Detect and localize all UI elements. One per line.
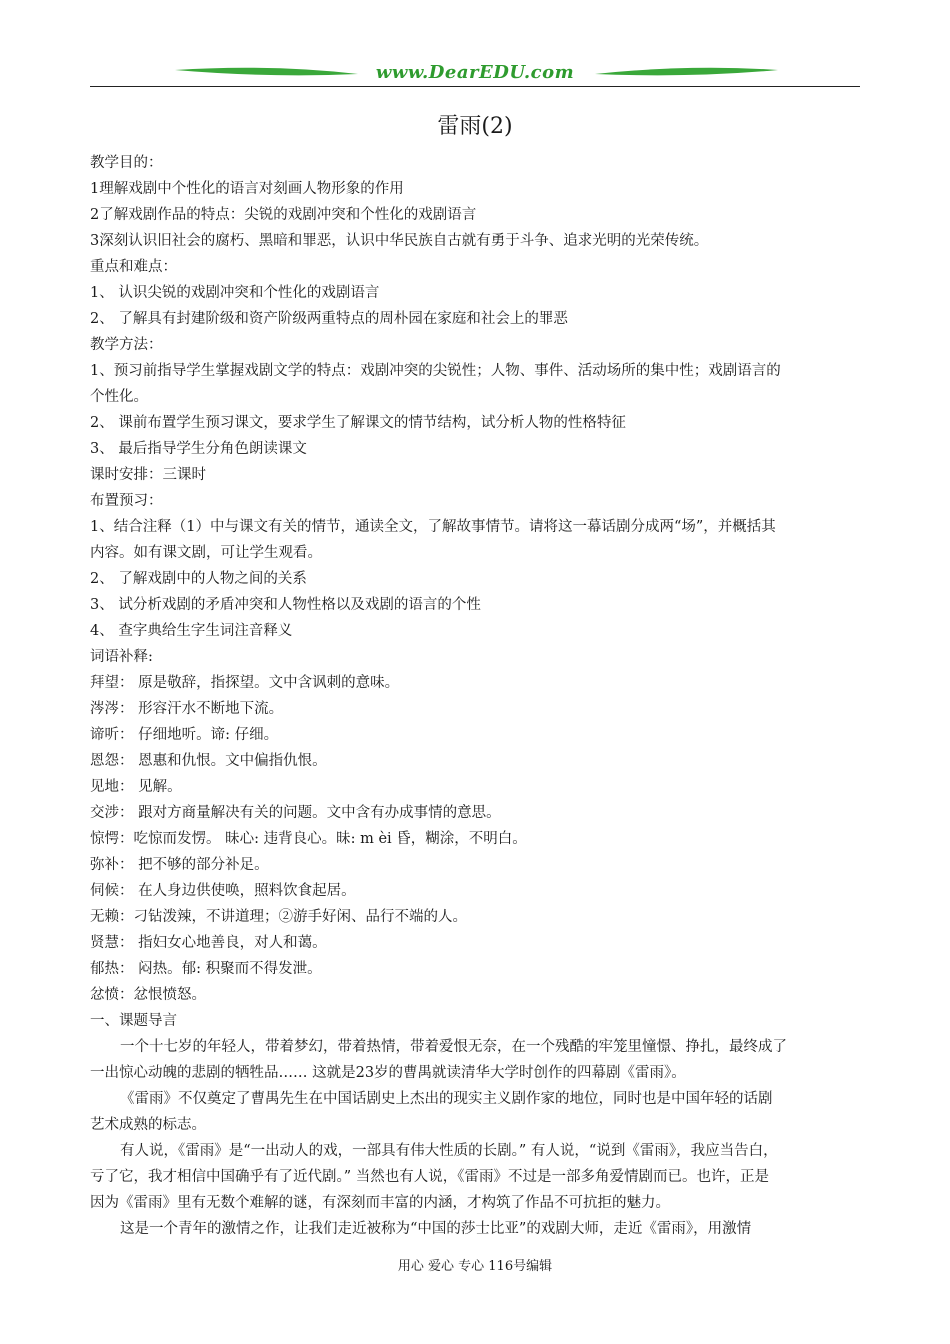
text-line: 教学目的： bbox=[90, 155, 163, 171]
text-line: 一、课题导言 bbox=[90, 1013, 177, 1029]
text-line: 郁热： 闷热。郁: 积聚而不得发泄。 bbox=[90, 961, 322, 977]
text-line: 1、预习前指导学生掌握戏剧文学的特点：戏剧冲突的尖锐性；人物、事件、活动场所的集中性；戏剧语言的 bbox=[90, 363, 781, 379]
text-line: 布置预习： bbox=[90, 493, 163, 509]
text-line: 伺候： 在人身边供使唤，照料饮食起居。 bbox=[90, 883, 356, 899]
text-line: 3深刻认识旧社会的腐朽、黑暗和罪恶，认识中华民族自古就有勇于斗争、追求光明的光荣传统。 bbox=[90, 233, 709, 249]
text-line: 亏了它，我才相信中国确乎有了近代剧。” 当然也有人说，《雷雨》不过是一部多角爱情剧而已。也许，正是 bbox=[90, 1169, 770, 1185]
text-line: 弥补： 把不够的部分补足。 bbox=[90, 857, 269, 873]
text-line: 有人说，《雷雨》是“一出动人的戏，一部具有伟大性质的长剧。” 有人说，“说到《雷雨》，我应当告白， bbox=[120, 1143, 778, 1159]
document-body bbox=[90, 150, 860, 1242]
text-line: 词语补释: bbox=[90, 649, 153, 665]
site-logo-text: www.DearEDU.com bbox=[375, 62, 575, 83]
page-title: 雷雨(2) bbox=[437, 114, 513, 139]
text-line: 一个十七岁的年轻人，带着梦幻，带着热情，带着爱恨无奈，在一个残酷的牢笼里憧憬、挣扎，最终成了 bbox=[120, 1039, 787, 1055]
text-line: 惊愕：吃惊而发愣。 昧心: 违背良心。昧: m èi 昏，糊涂，不明白。 bbox=[90, 831, 527, 847]
text-line: 交涉： 跟对方商量解决有关的问题。文中含有办成事情的意思。 bbox=[90, 805, 501, 821]
text-line: 1、 认识尖锐的戏剧冲突和个性化的戏剧语言 bbox=[90, 285, 380, 301]
text-line: 这是一个青年的激情之作，让我们走近被称为“中国的莎士比亚”的戏剧大师，走近《雷雨》，用激情 bbox=[120, 1221, 752, 1237]
text-line: 2、 课前布置学生预习课文，要求学生了解课文的情节结构，试分析人物的性格特征 bbox=[90, 415, 626, 431]
text-line: 忿愤：忿恨愤怒。 bbox=[90, 987, 206, 1003]
text-line: 1、结合注释（1）中与课文有关的情节，通读全文，了解故事情节。请将这一幕话剧分成两“场”，并概括其 bbox=[90, 519, 776, 535]
text-line: 因为《雷雨》里有无数个难解的谜，有深刻而丰富的内涵，才构筑了作品不可抗拒的魅力。 bbox=[90, 1195, 670, 1211]
text-line: 2、 了解戏剧中的人物之间的关系 bbox=[90, 571, 307, 587]
header-rule bbox=[90, 86, 860, 87]
page-footer: 用心 爱心 专心 116号编辑 bbox=[397, 1259, 553, 1274]
text-line: 恩怨： 恩惠和仇恨。文中偏指仇恨。 bbox=[90, 753, 327, 769]
text-line: 涔涔： 形容汗水不断地下流。 bbox=[90, 701, 284, 717]
text-line: 2了解戏剧作品的特点：尖锐的戏剧冲突和个性化的戏剧语言 bbox=[90, 207, 477, 223]
text-line: 艺术成熟的标志。 bbox=[90, 1117, 206, 1133]
text-line: 1理解戏剧中个性化的语言对刻画人物形象的作用 bbox=[90, 181, 404, 197]
text-line: 教学方法： bbox=[90, 337, 163, 353]
text-line: 课时安排：三课时 bbox=[90, 467, 206, 483]
site-header bbox=[90, 58, 860, 90]
text-line: 重点和难点： bbox=[90, 259, 177, 275]
text-line: 2、 了解具有封建阶级和资产阶级两重特点的周朴园在家庭和社会上的罪恶 bbox=[90, 311, 568, 327]
text-line: 内容。如有课文剧，可让学生观看。 bbox=[90, 545, 322, 561]
text-line: 无赖：刁钻泼辣，不讲道理；②游手好闲、品行不端的人。 bbox=[90, 909, 467, 925]
text-line: 见地： 见解。 bbox=[90, 779, 182, 795]
text-line: 贤慧： 指妇女心地善良，对人和蔼。 bbox=[90, 935, 327, 951]
text-line: 个性化。 bbox=[90, 389, 148, 405]
text-line: 4、 查字典给生字生词注音释义 bbox=[90, 623, 293, 639]
text-line: 拜望： 原是敬辞，指探望。文中含讽刺的意味。 bbox=[90, 675, 400, 691]
text-line: 3、 最后指导学生分角色朗读课文 bbox=[90, 441, 307, 457]
text-line: 3、 试分析戏剧的矛盾冲突和人物性格以及戏剧的语言的个性 bbox=[90, 597, 481, 613]
text-line: 一出惊心动魄的悲剧的牺牲品…… 这就是23岁的曹禺就读清华大学时创作的四幕剧《雷雨》。 bbox=[90, 1065, 686, 1081]
text-line: 《雷雨》不仅奠定了曹禺先生在中国话剧史上杰出的现实主义剧作家的地位，同时也是中国年轻的话剧 bbox=[120, 1091, 773, 1107]
text-line: 谛听： 仔细地听。谛: 仔细。 bbox=[90, 727, 279, 743]
